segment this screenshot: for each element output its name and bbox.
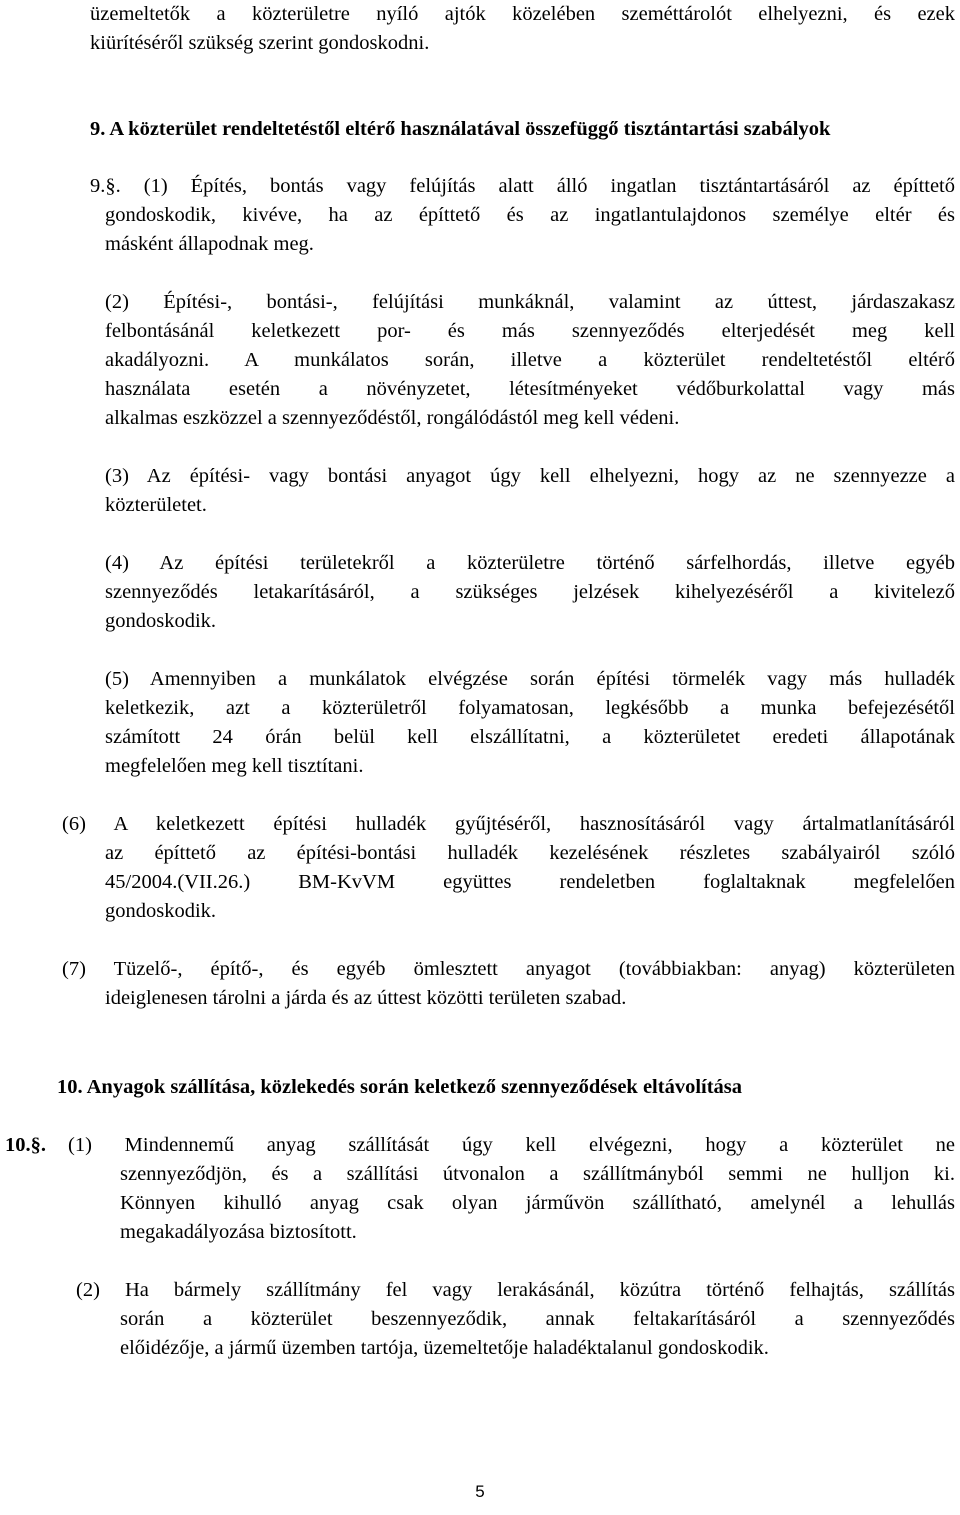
s10-p2-line-3: előidézője, a jármű üzemben tartója, üzemeltetője haladéktalanul gondoskodik. xyxy=(120,1337,769,1359)
s9-p6-line-2: az építtető az építési-bontási hulladék kezelésének részletes szabályairól szóló xyxy=(105,842,955,864)
s9-p2-line-2: felbontásánál keletkezett por- és más szennyeződés elterjedését meg kell xyxy=(105,320,955,342)
s9-p2-line-1: (2) Építési-, bontási-, felújítási munkáknál, valamint az úttest, járdaszakasz xyxy=(105,291,955,313)
s9-p5-line-1: (5) Amennyiben a munkálatok elvégzése során építési törmelék vagy más hulladék xyxy=(105,668,955,690)
s9-p5-line-2: keletkezik, azt a közterületről folyamatosan, legkésőbb a munka befejezésétől xyxy=(105,697,955,719)
s9-p1-line-1: 9.§. (1) Építés, bontás vagy felújítás alatt álló ingatlan tisztántartásáról az építtető xyxy=(90,175,955,197)
intro-line-2: kiürítéséről szükség szerint gondoskodni. xyxy=(90,32,430,54)
s9-p5-line-4: megfelelően meg kell tisztítani. xyxy=(105,755,364,777)
s10-p1-line-3: Könnyen kihulló anyag csak olyan járművön szállítható, amelynél a lehullás xyxy=(120,1192,955,1214)
s10-p2-line-1: (2) Ha bármely szállítmány fel vagy lerakásánál, közútra történő felhajtás, szállítás xyxy=(76,1279,955,1301)
s9-p5-line-3: számított 24 órán belül kell elszállítatni, a közterületet eredeti állapotának xyxy=(105,726,955,748)
s9-p6-line-3: 45/2004.(VII.26.) BM-KvVM együttes rendeletben foglaltaknak megfelelően xyxy=(105,871,955,893)
s9-p3-line-2: közterületet. xyxy=(105,494,207,516)
s9-p7-line-2: ideiglenesen tárolni a járda és az úttest közötti területen szabad. xyxy=(105,987,627,1009)
page-number: 5 xyxy=(475,1482,485,1501)
intro-line-1: üzemeltetők a közterületre nyíló ajtók közelében szeméttárolót elhelyezni, és ezek xyxy=(90,3,955,25)
s9-p7-line-1: (7) Tüzelő-, építő-, és egyéb ömlesztett anyagot (továbbiakban: anyag) közterületen xyxy=(62,958,955,980)
s9-p2-line-5: alkalmas eszközzel a szennyeződéstől, rongálódástól meg kell védeni. xyxy=(105,407,680,429)
s10-p1-prefix: 10.§. xyxy=(5,1134,46,1156)
s9-p3-line-1: (3) Az építési- vagy bontási anyagot úgy kell elhelyezni, hogy az ne szennyezze a xyxy=(105,465,955,487)
s10-p1-line-2: szennyeződjön, és a szállítási útvonalon a szállítmányból semmi ne hulljon ki. xyxy=(120,1163,955,1185)
s9-p4-line-3: gondoskodik. xyxy=(105,610,217,632)
section-9-heading: 9. A közterület rendeltetéstől eltérő használatával összefüggő tisztántartási szabályok xyxy=(90,118,831,140)
s9-p1-line-3: másként állapodnak meg. xyxy=(105,233,314,255)
s9-p1-line-2: gondoskodik, kivéve, ha az építtető és az ingatlantulajdonos személye eltér és xyxy=(105,204,955,226)
s9-p6-line-4: gondoskodik. xyxy=(105,900,217,922)
s10-p1-line-1: (1) Mindennemű anyag szállítását úgy kell elvégezni, hogy a közterület ne xyxy=(68,1134,955,1156)
s10-p1-line-4: megakadályozása biztosított. xyxy=(120,1221,357,1243)
s10-p2-line-2: során a közterület beszennyeződik, annak feltakarításáról a szennyeződés xyxy=(120,1308,955,1330)
s9-p4-line-2: szennyeződés letakarításáról, a szükséges jelzések kihelyezéséről a kivitelező xyxy=(105,581,955,603)
s9-p4-line-1: (4) Az építési területekről a közterületre történő sárfelhordás, illetve egyéb xyxy=(105,552,955,574)
s9-p2-line-3: akadályozni. A munkálatos során, illetve a közterület rendeltetéstől eltérő xyxy=(105,349,955,371)
s9-p2-line-4: használata esetén a növényzetet, létesítményeket védőburkolattal vagy más xyxy=(105,378,955,400)
s9-p6-line-1: (6) A keletkezett építési hulladék gyűjtéséről, hasznosításáról vagy ártalmatlanításáról xyxy=(62,813,955,835)
section-10-heading: 10. Anyagok szállítása, közlekedés során keletkező szennyeződések eltávolítása xyxy=(57,1076,743,1098)
